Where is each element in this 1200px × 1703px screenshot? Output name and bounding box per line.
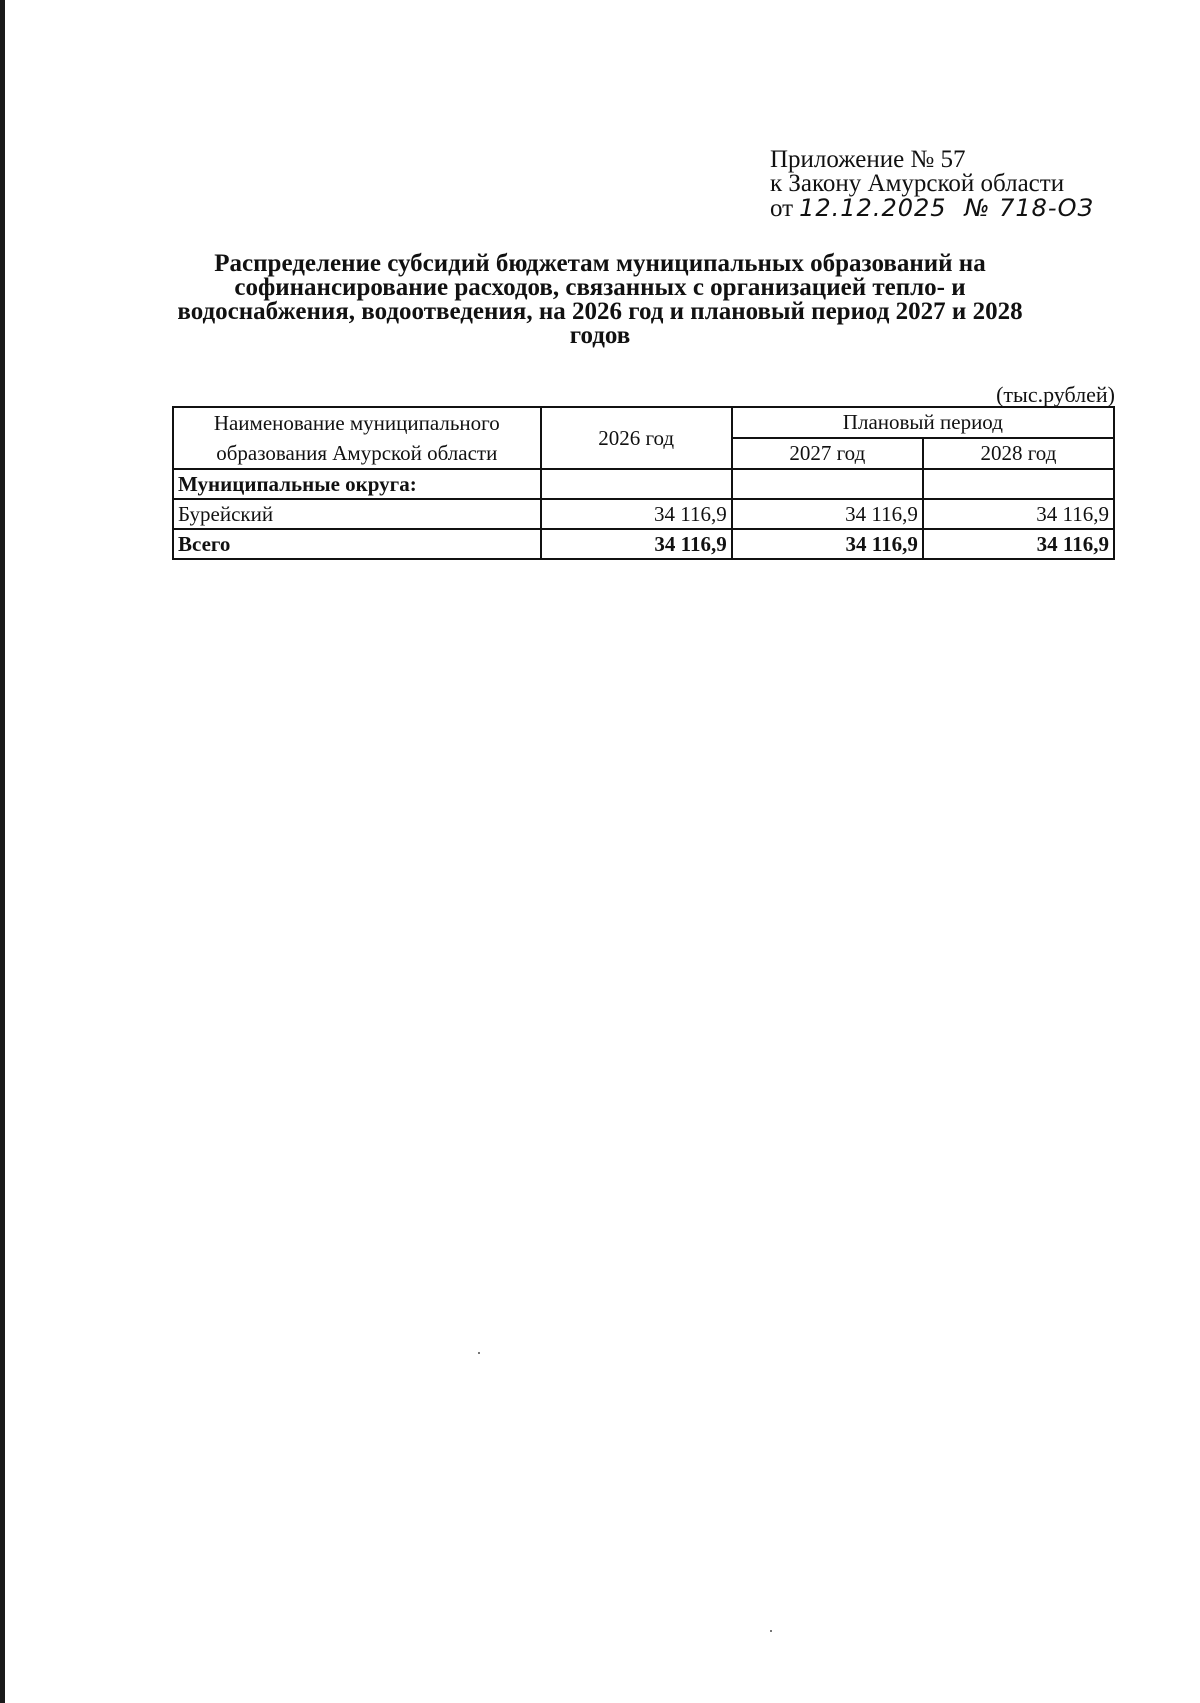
header-2027: 2027 год — [732, 438, 923, 469]
row-value-2027: 34 116,9 — [732, 499, 923, 529]
total-row — [173, 529, 1114, 559]
handwritten-law-number: № 718-ОЗ — [964, 194, 1094, 222]
scan-speck — [478, 1352, 480, 1354]
scan-speck — [770, 1630, 772, 1632]
appendix-reference — [770, 148, 1094, 221]
total-label: Всего — [173, 529, 541, 559]
section-empty-2026 — [541, 469, 732, 499]
header-2028: 2028 год — [923, 438, 1114, 469]
section-empty-2027 — [732, 469, 923, 499]
subsidy-table — [172, 406, 1115, 560]
appendix-law: к Закону Амурской области — [770, 170, 1065, 197]
section-label: Муниципальные округа: — [173, 469, 541, 499]
header-planned-period: Плановый период — [732, 407, 1114, 438]
section-row — [173, 469, 1114, 499]
total-value-2027: 34 116,9 — [732, 529, 923, 559]
header-2026: 2026 год — [541, 407, 732, 469]
row-municipality: Бурейский — [173, 499, 541, 529]
total-value-2028: 34 116,9 — [923, 529, 1114, 559]
document-title: Распределение субсидий бюджетам муниципальных образований на софинансирование расходов, связанных с организацией тепло- и водоснабжения, водоотведения, на 2026 год и плановый период 2027 и 2028 годов — [177, 250, 1023, 349]
appendix-date-line — [770, 196, 1094, 221]
handwritten-date — [799, 194, 1094, 222]
table-header-row — [173, 407, 1114, 438]
total-value-2026: 34 116,9 — [541, 529, 732, 559]
row-value-2028: 34 116,9 — [923, 499, 1114, 529]
appendix-number: Приложение № 57 — [770, 146, 966, 173]
units-label: (тыс.рублей) — [996, 382, 1115, 407]
table-row — [173, 499, 1114, 529]
section-empty-2028 — [923, 469, 1114, 499]
scan-edge — [0, 0, 5, 1703]
row-value-2026: 34 116,9 — [541, 499, 732, 529]
appendix-date-prefix: от — [770, 195, 794, 222]
handwritten-date-value: 12.12.2025 — [799, 194, 947, 222]
header-municipality: Наименование муниципального образования Амурской области — [173, 407, 541, 469]
